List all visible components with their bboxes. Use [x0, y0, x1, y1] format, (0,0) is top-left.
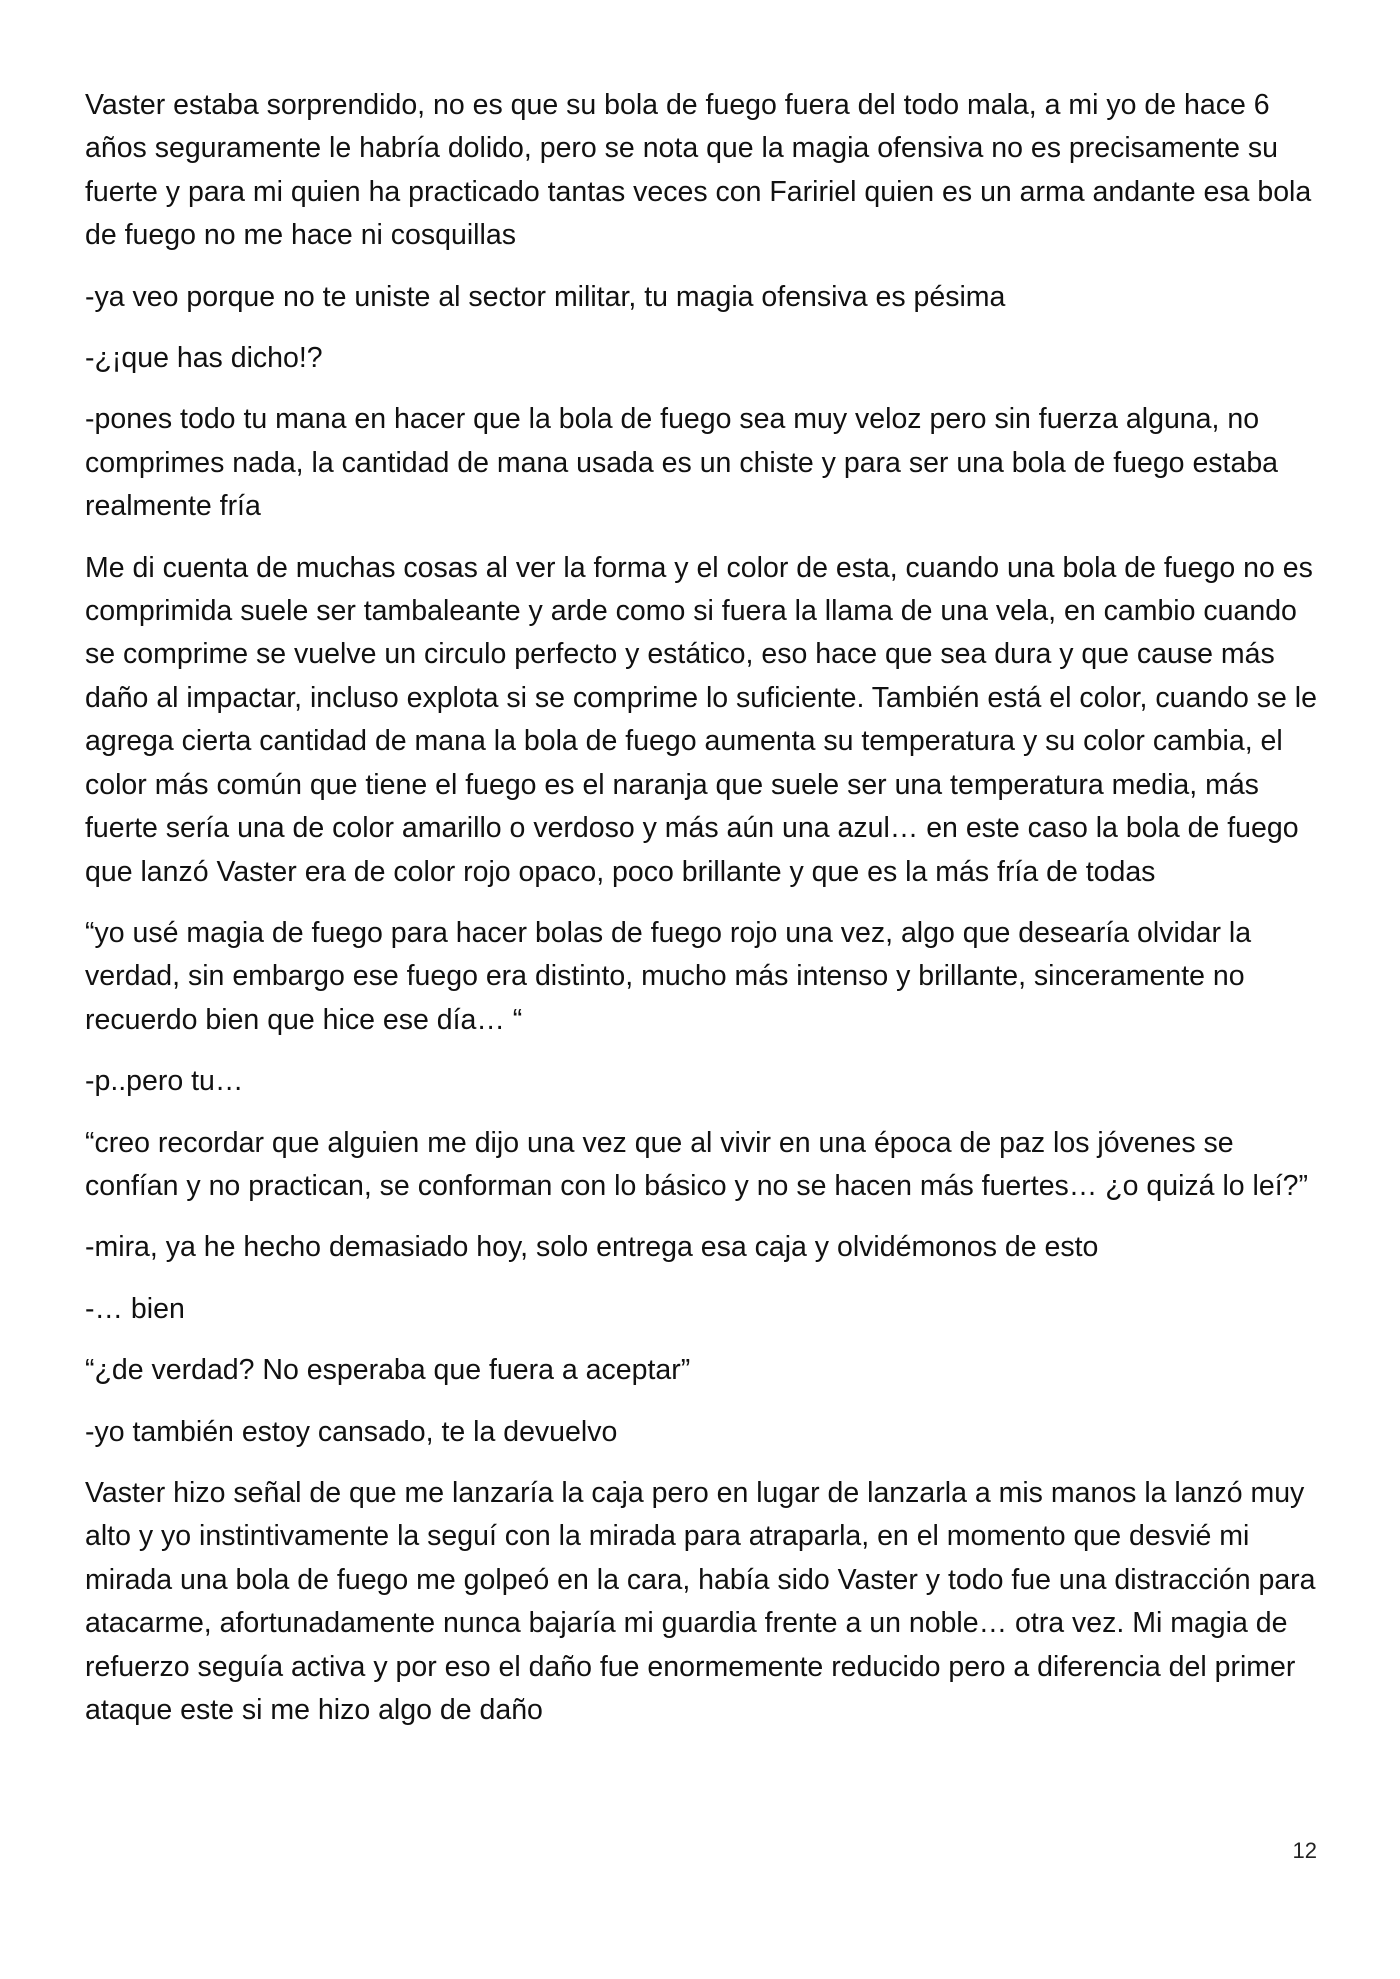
- paragraph: -ya veo porque no te uniste al sector militar, tu magia ofensiva es pésima: [85, 280, 1006, 313]
- paragraph: Vaster hizo señal de que me lanzaría la caja pero en lugar de lanzarla a mis manos la lanzó muy alto y yo instintivamente la seguí con la mirada para atraparla, en el momento que desvié mi mirada una bola de fuego me golpeó en la cara, había sido Vaster y todo fue una distracción para atacarme, afortunadamente nunca bajaría mi guardia frente a un noble… otra vez. Mi magia de refuerzo seguía activa y por eso el daño fue enormemente reducido pero a diferencia del primer ataque este si me hizo algo de daño: [85, 1476, 1316, 1726]
- paragraph: -… bien: [85, 1292, 185, 1325]
- paragraph: “yo usé magia de fuego para hacer bolas de fuego rojo una vez, algo que desearía olvidar la verdad, sin embargo ese fuego era distinto, mucho más intenso y brillante, sinceramente no recuerdo bien que hice ese día… “: [85, 916, 1252, 1036]
- paragraph: “creo recordar que alguien me dijo una vez que al vivir en una época de paz los jóvenes se confían y no practican, se conforman con lo básico y no se hacen más fuertes… ¿o quizá lo leí?”: [85, 1126, 1308, 1202]
- paragraph: -yo también estoy cansado, te la devuelvo: [85, 1415, 618, 1448]
- paragraph: Me di cuenta de muchas cosas al ver la forma y el color de esta, cuando una bola de fuego no es comprimida suele ser tambaleante y arde como si fuera la llama de una vela, en cambio cuando se comprime se vuelve un circulo perfecto y estático, eso hace que sea dura y que cause más daño al impactar, incluso explota si se comprime lo suficiente. También está el color, cuando se le agrega cierta cantidad de mana la bola de fuego aumenta su temperatura y su color cambia, el color más común que tiene el fuego es el naranja que suele ser una temperatura media, más fuerte sería una de color amarillo o verdoso y más aún una azul… en este caso la bola de fuego que lanzó Vaster era de color rojo opaco, poco brillante y que es la más fría de todas: [85, 551, 1317, 888]
- paragraph: “¿de verdad? No esperaba que fuera a aceptar”: [85, 1354, 691, 1387]
- page-number: 12: [1292, 1838, 1317, 1863]
- paragraph: -p..pero tu…: [85, 1065, 244, 1098]
- paragraph: -¿¡que has dicho!?: [85, 342, 323, 375]
- paragraph: -mira, ya he hecho demasiado hoy, solo entrega esa caja y olvidémonos de esto: [85, 1231, 1099, 1264]
- paragraph: -pones todo tu mana en hacer que la bola de fuego sea muy veloz pero sin fuerza alguna, no comprimes nada, la cantidad de mana usada es un chiste y para ser una bola de fuego estaba realmente fría: [85, 403, 1279, 523]
- paragraph: Vaster estaba sorprendido, no es que su bola de fuego fuera del todo mala, a mi yo de hace 6 años seguramente le habría dolido, pero se nota que la magia ofensiva no es precisamente su fuerte y para mi quien ha practicado tantas veces con Faririel quien es un arma andante esa bola de fuego no me hace ni cosquillas: [85, 89, 1312, 252]
- text-body: [85, 84, 1325, 1750]
